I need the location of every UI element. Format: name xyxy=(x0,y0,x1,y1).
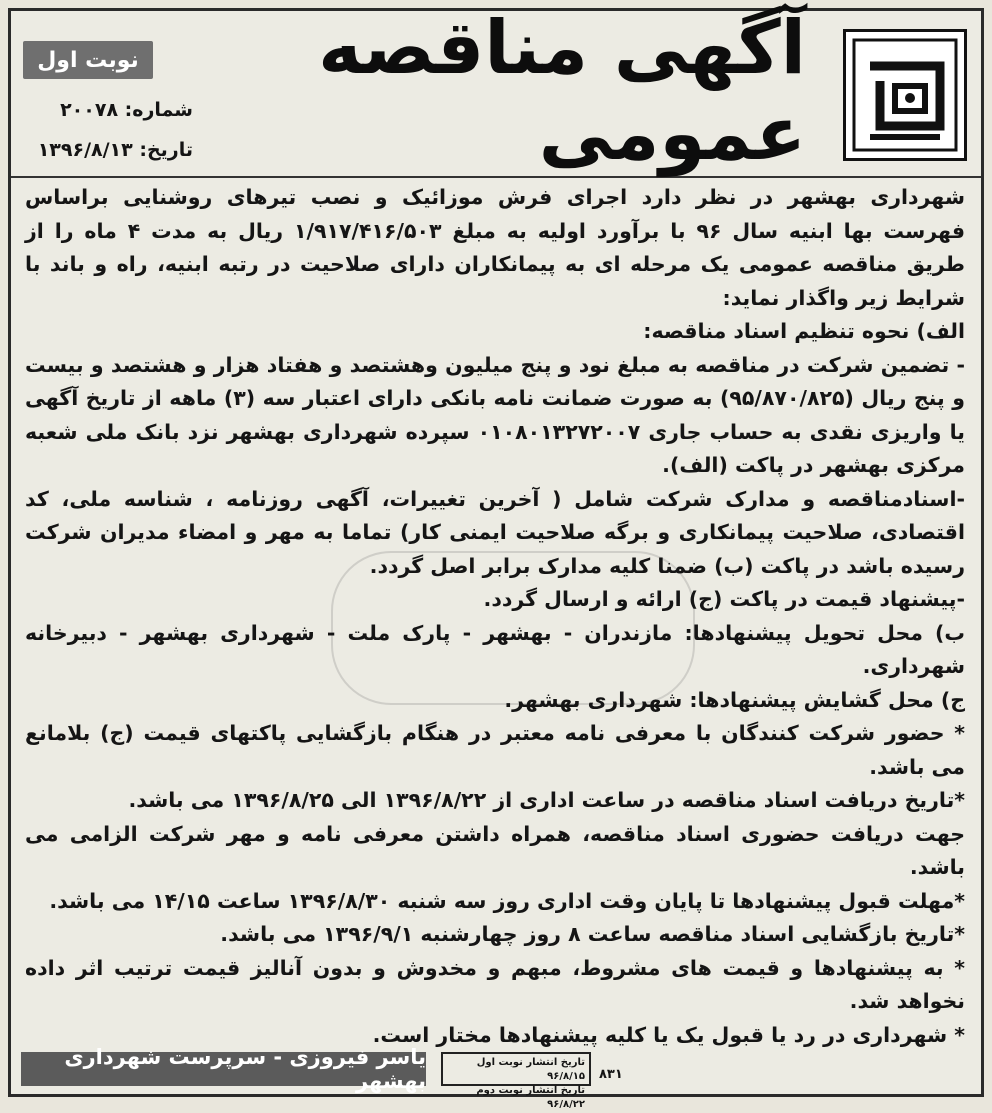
in-person-line: جهت دریافت حضوری اسناد مناقصه، همراه داشتن معرفی نامه و مهر شرکت الزامی می باشد. xyxy=(25,821,965,879)
notice-title: آگهی مناقصه عمومی xyxy=(318,5,806,177)
turn-badge: نوبت اول xyxy=(23,41,153,79)
guarantee-paragraph: - تضمین شرکت در مناقصه به مبلغ نود و پنج میلیون وهشتصد و هفتاد هزار و هشتصد و بیست و پنج ریال (۹۵/۸۷۰/۸۲۵) به صورت ضمانت نامه بانکی دارای اعتبار سه (۳) ماهه از تاریخ آگهی یا واریزی نقدی به حساب جاری ۰۱۰۸۰۱۳۲۷۲۰۰۷ سپرده شهرداری بهشهر نزد بانک ملی شعبه مرکزی بهشهر در پاکت (الف). xyxy=(25,352,966,477)
municipality-logo-icon xyxy=(850,36,960,154)
deadline-line: *مهلت قبول پیشنهادها تا پایان وقت اداری روز سه شنبه ۱۳۹۶/۸/۳۰ ساعت ۱۴/۱۵ می باشد. xyxy=(49,888,965,913)
rights-reserved-line: * شهرداری در رد یا قبول یک یا کلیه پیشنهادها مختار است. xyxy=(372,1022,965,1047)
notice-body xyxy=(25,181,965,1052)
delivery-location-line: ب) محل تحویل پیشنهادها: مازندران - بهشهر - پارک ملت - شهرداری بهشهر - دبیرخانه شهرداری. xyxy=(25,620,965,678)
signature-bar: یاسر فیروزی - سرپرست شهرداری بهشهر xyxy=(21,1052,426,1086)
attendance-line: * حضور شرکت کنندگان با معرفی نامه معتبر در هنگام بازگشایی پاکتهای قیمت (ج) بلامانع می باشد. xyxy=(25,721,965,779)
conditional-bids-line: * به پیشنهادها و قیمت های مشروط، مبهم و مخدوش و بدون آنالیز قیمت ترتیب اثر داده نخواهد شد. xyxy=(25,955,965,1013)
page-number: ۸۳۱ xyxy=(599,1067,623,1082)
municipality-logo xyxy=(843,29,967,161)
notice-header xyxy=(11,5,981,178)
notice-number: شماره: ۲۰۰۷۸ xyxy=(60,99,193,121)
opening-date-line: *تاریخ بازگشایی اسناد مناقصه ساعت ۸ روز چهارشنبه ۱۳۹۶/۹/۱ می باشد. xyxy=(220,922,965,946)
documents-paragraph: -اسنادمناقصه و مدارک شرکت شامل ( آخرین تغییرات، آگهی روزنامه ، شناسه ملی، کد اقتصادی، صلاحیت پیمانکاری و برگه صلاحیت ایمنی کار) تماما به مهر و امضاء مدیران شرکت رسیده باشد در پاکت (ب) ضمنا کلیه مدارک برابر اصل گردد. xyxy=(25,486,965,578)
document-dates-line: *تاریخ دریافت اسناد مناقصه در ساعت اداری از ۱۳۹۶/۸/۲۲ الی ۱۳۹۶/۸/۲۵ می باشد. xyxy=(128,788,965,812)
notice-footer xyxy=(11,1044,981,1110)
pub-first-date: تاریخ انتشار نوبت اول ۹۶/۸/۱۵ xyxy=(476,1057,585,1082)
price-offer-line: -پیشنهاد قیمت در پاکت (ج) ارائه و ارسال گردد. xyxy=(483,587,965,611)
notice-date: تاریخ: ۱۳۹۶/۸/۱۳ xyxy=(37,139,193,161)
section-a-heading: الف) نحوه تنظیم اسناد مناقصه: xyxy=(643,319,965,343)
intro-paragraph: شهرداری بهشهر در نظر دارد اجرای فرش موزائیک و نصب تیرهای روشنایی براساس فهرست بها ابنیه سال ۹۶ با برآورد اولیه به مبلغ ۱/۹۱۷/۴۱۶/۵۰۳ ریال به مدت ۴ ماه را از طریق مناقصه عمومی یک مرحله ای به پیمانکاران دارای صلاحیت در رتبه ابنیه، راه و باند با شرایط زیر واگذار نماید: xyxy=(25,185,965,310)
opening-location-line: ج) محل گشایش پیشنهادها: شهرداری بهشهر. xyxy=(504,687,965,712)
pub-second-date: تاریخ انتشار نوبت دوم ۹۶/۸/۲۲ xyxy=(476,1085,585,1110)
newspaper-notice xyxy=(8,5,984,1110)
publication-dates xyxy=(441,1052,591,1110)
